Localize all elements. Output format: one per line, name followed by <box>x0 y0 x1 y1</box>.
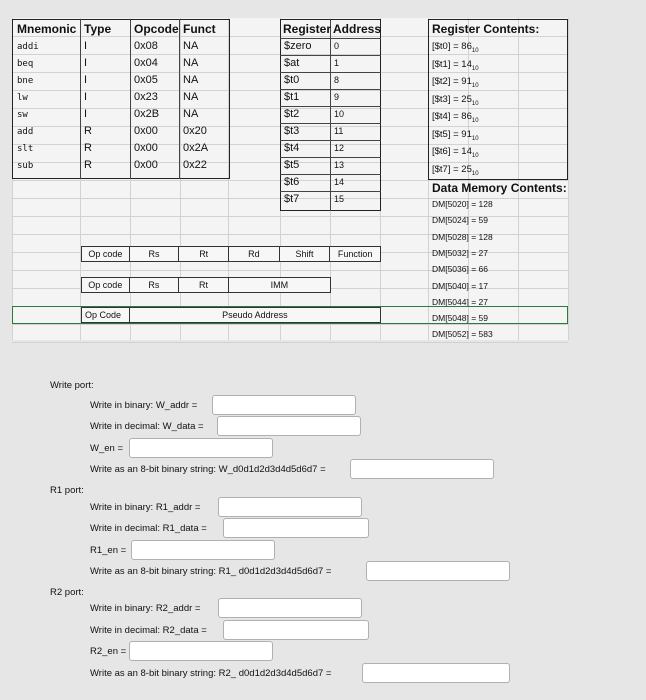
i-rs-field: Rs <box>130 278 180 292</box>
write-port-data-label: Write in decimal: W_data = <box>90 421 204 432</box>
register-content-item: [$t5] = $91_{10}$ <box>432 128 479 142</box>
write-port-addr-label: Write in binary: W_addr = <box>90 400 198 411</box>
reg-address-cell: 12 <box>334 143 345 153</box>
grid-row-line <box>12 324 568 325</box>
instr-cell: 0x08 <box>134 40 158 52</box>
r2-port-title: R2 port: <box>50 587 84 598</box>
instr-cell: slt <box>17 144 34 154</box>
r-rs-field: Rs <box>130 247 180 261</box>
reg-row-line <box>280 123 381 124</box>
reg-row-line <box>280 89 381 90</box>
instr-cell: 0x23 <box>134 91 158 103</box>
reg-name-cell: $zero <box>284 40 312 52</box>
register-content-item: [$t7] = $25_{10}$ <box>432 163 479 177</box>
r1-port-data-input[interactable] <box>223 518 369 538</box>
i-rt-field: Rt <box>179 278 229 292</box>
write-port-data-input[interactable] <box>217 416 361 436</box>
instr-cell: NA <box>183 74 199 86</box>
instr-header-cell: Opcode <box>134 22 179 36</box>
r1-port-title: R1 port: <box>50 485 84 496</box>
j-opcode-field: Op Code <box>82 308 130 322</box>
reg-address-cell: 14 <box>334 177 345 187</box>
register-content-item: [$t2] = $91_{10}$ <box>432 76 479 89</box>
instr-cell: lw <box>17 93 28 103</box>
r1-port-data-label: Write in decimal: R1_data = <box>90 523 207 534</box>
r-rd-field: Rd <box>229 247 280 261</box>
write-port-en-label: W_en = <box>90 443 124 454</box>
instr-cell: NA <box>183 40 199 52</box>
instr-cell: 0x22 <box>183 159 207 171</box>
reg-name-cell: $t0 <box>284 74 300 86</box>
data-memory-item: DM[5036] = 66 <box>432 264 488 275</box>
grid-row-line <box>12 342 568 343</box>
instr-cell: I <box>84 40 88 52</box>
reg-row-line <box>280 174 381 175</box>
instr-cell: NA <box>183 91 199 103</box>
r-shift-field: Shift <box>280 247 331 261</box>
write-port-en-input[interactable] <box>129 438 273 458</box>
instr-cell: sub <box>17 161 34 171</box>
instr-cell: 0x00 <box>134 159 158 171</box>
write-port-title: Write port: <box>50 380 94 391</box>
reg-address-cell: 1 <box>334 58 340 68</box>
reg-address-cell: 9 <box>334 92 340 102</box>
r1-port-en-input[interactable] <box>131 540 275 560</box>
instr-cell: NA <box>183 57 199 69</box>
r-rt-field: Rt <box>179 247 229 261</box>
reg-name-cell: $t5 <box>284 159 300 171</box>
register-content-item: [$t0] = $86_{10}$ <box>432 41 479 54</box>
write-port-addr-input[interactable] <box>212 395 356 415</box>
reg-name-cell: $t1 <box>284 91 300 103</box>
instr-cell: I <box>84 74 88 86</box>
data-memory-item: DM[5024] = 59 <box>432 215 488 226</box>
instr-col-divider <box>80 19 81 179</box>
instr-cell: sw <box>17 110 28 120</box>
write-port-str-label: Write as an 8-bit binary string: W_d0d1d2d3d4d5d6d7 = <box>90 464 326 475</box>
reg-header-register: Register <box>283 22 332 36</box>
data-memory-item: DM[5020] = 128 <box>432 199 493 209</box>
instr-col-divider <box>130 19 131 179</box>
reg-row-line <box>280 191 381 192</box>
instr-cell: beq <box>17 59 34 69</box>
instr-cell: 0x00 <box>134 125 158 137</box>
reg-address-cell: 11 <box>334 126 344 136</box>
reg-address-cell: 15 <box>334 194 345 204</box>
instr-cell: addi <box>17 42 39 52</box>
r1-port-str-input[interactable] <box>366 561 510 581</box>
data-memory-item: DM[5032] = 27 <box>432 247 488 258</box>
reg-address-cell: 10 <box>334 109 345 119</box>
j-address-field: Pseudo Address <box>222 310 288 320</box>
register-contents-title: Register Contents: <box>432 22 540 36</box>
reg-name-cell: $at <box>284 57 300 69</box>
r2-port-en-label: R2_en = <box>90 646 127 657</box>
r-function-field: Function <box>337 249 373 259</box>
i-opcode-field: Op code <box>82 278 130 292</box>
r-opcode-field: Op code <box>82 247 130 261</box>
instr-header-cell: Mnemonic <box>17 22 77 36</box>
data-memory-title: Data Memory Contents: <box>432 181 567 195</box>
r-type-format <box>81 246 381 262</box>
grid-col-line <box>568 18 569 340</box>
reg-row-line <box>280 38 381 39</box>
register-content-item: [$t3] = $25_{10}$ <box>432 93 479 107</box>
reg-address-cell: 0 <box>334 41 340 51</box>
instr-cell: R <box>84 125 92 137</box>
reg-row-line <box>280 157 381 158</box>
instr-cell: 0x04 <box>134 57 158 69</box>
reg-col-divider <box>330 19 331 211</box>
write-port-str-input[interactable] <box>350 459 494 479</box>
selected-row-highlight <box>12 306 568 324</box>
instr-cell: 0x05 <box>134 74 158 86</box>
reg-row-line <box>280 140 381 141</box>
instr-cell: add <box>17 127 34 137</box>
reg-name-cell: $t7 <box>284 193 300 205</box>
instr-cell: I <box>84 108 88 120</box>
instr-col-divider <box>179 19 180 179</box>
instr-cell: NA <box>183 108 199 120</box>
reg-name-cell: $t3 <box>284 125 300 137</box>
register-content-item: [$t1] = $14_{10}$ <box>432 58 479 72</box>
r2-port-en-input[interactable] <box>129 641 273 661</box>
reg-header-address: Address <box>333 22 382 36</box>
r2-port-addr-label: Write in binary: R2_addr = <box>90 603 201 614</box>
data-memory-item: DM[5040] = 17 <box>432 280 488 291</box>
instr-cell: I <box>84 91 88 103</box>
instr-header-cell: Funct <box>183 22 216 36</box>
r2-port-data-label: Write in decimal: R2_data = <box>90 625 207 636</box>
instr-cell: R <box>84 159 92 171</box>
instr-cell: 0x2B <box>134 108 160 120</box>
instr-cell: 0x2A <box>183 142 209 154</box>
i-imm-field: IMM <box>270 280 289 290</box>
data-memory-item: DM[5028] = 128 <box>432 231 493 242</box>
r2-port-str-input[interactable] <box>362 663 510 683</box>
reg-row-line <box>280 72 381 73</box>
reg-row-line <box>280 106 381 107</box>
register-content-item: [$t4] = $86_{10}$ <box>432 111 479 124</box>
r2-port-data-input[interactable] <box>223 620 369 640</box>
reg-name-cell: $t4 <box>284 142 300 154</box>
r1-port-str-label: Write as an 8-bit binary string: R1_ d0d1d2d3d4d5d6d7 = <box>90 566 332 577</box>
instr-cell: R <box>84 142 92 154</box>
r1-port-addr-label: Write in binary: R1_addr = <box>90 502 201 513</box>
reg-address-cell: 13 <box>334 160 345 170</box>
data-memory-item: DM[5048] = 59 <box>432 313 488 324</box>
instr-header-cell: Type <box>84 22 112 36</box>
reg-name-cell: $t6 <box>284 176 300 188</box>
reg-name-cell: $t2 <box>284 108 300 120</box>
r2-port-str-label: Write as an 8-bit binary string: R2_ d0d1d2d3d4d5d6d7 = <box>90 668 332 679</box>
instr-cell: 0x20 <box>183 125 207 137</box>
r1-port-en-label: R1_en = <box>90 545 127 556</box>
r2-port-addr-input[interactable] <box>218 598 362 618</box>
data-memory-item: DM[5052] = 583 <box>432 329 493 340</box>
reg-address-cell: 8 <box>334 75 340 85</box>
reg-row-line <box>280 55 381 56</box>
instr-cell: bne <box>17 76 34 86</box>
i-type-format <box>81 277 331 293</box>
instr-cell: 0x00 <box>134 142 158 154</box>
r1-port-addr-input[interactable] <box>218 497 362 517</box>
register-content-item: [$t6] = $14_{10}$ <box>432 146 479 159</box>
data-memory-item: DM[5044] = 27 <box>432 296 488 307</box>
instr-cell: I <box>84 57 88 69</box>
